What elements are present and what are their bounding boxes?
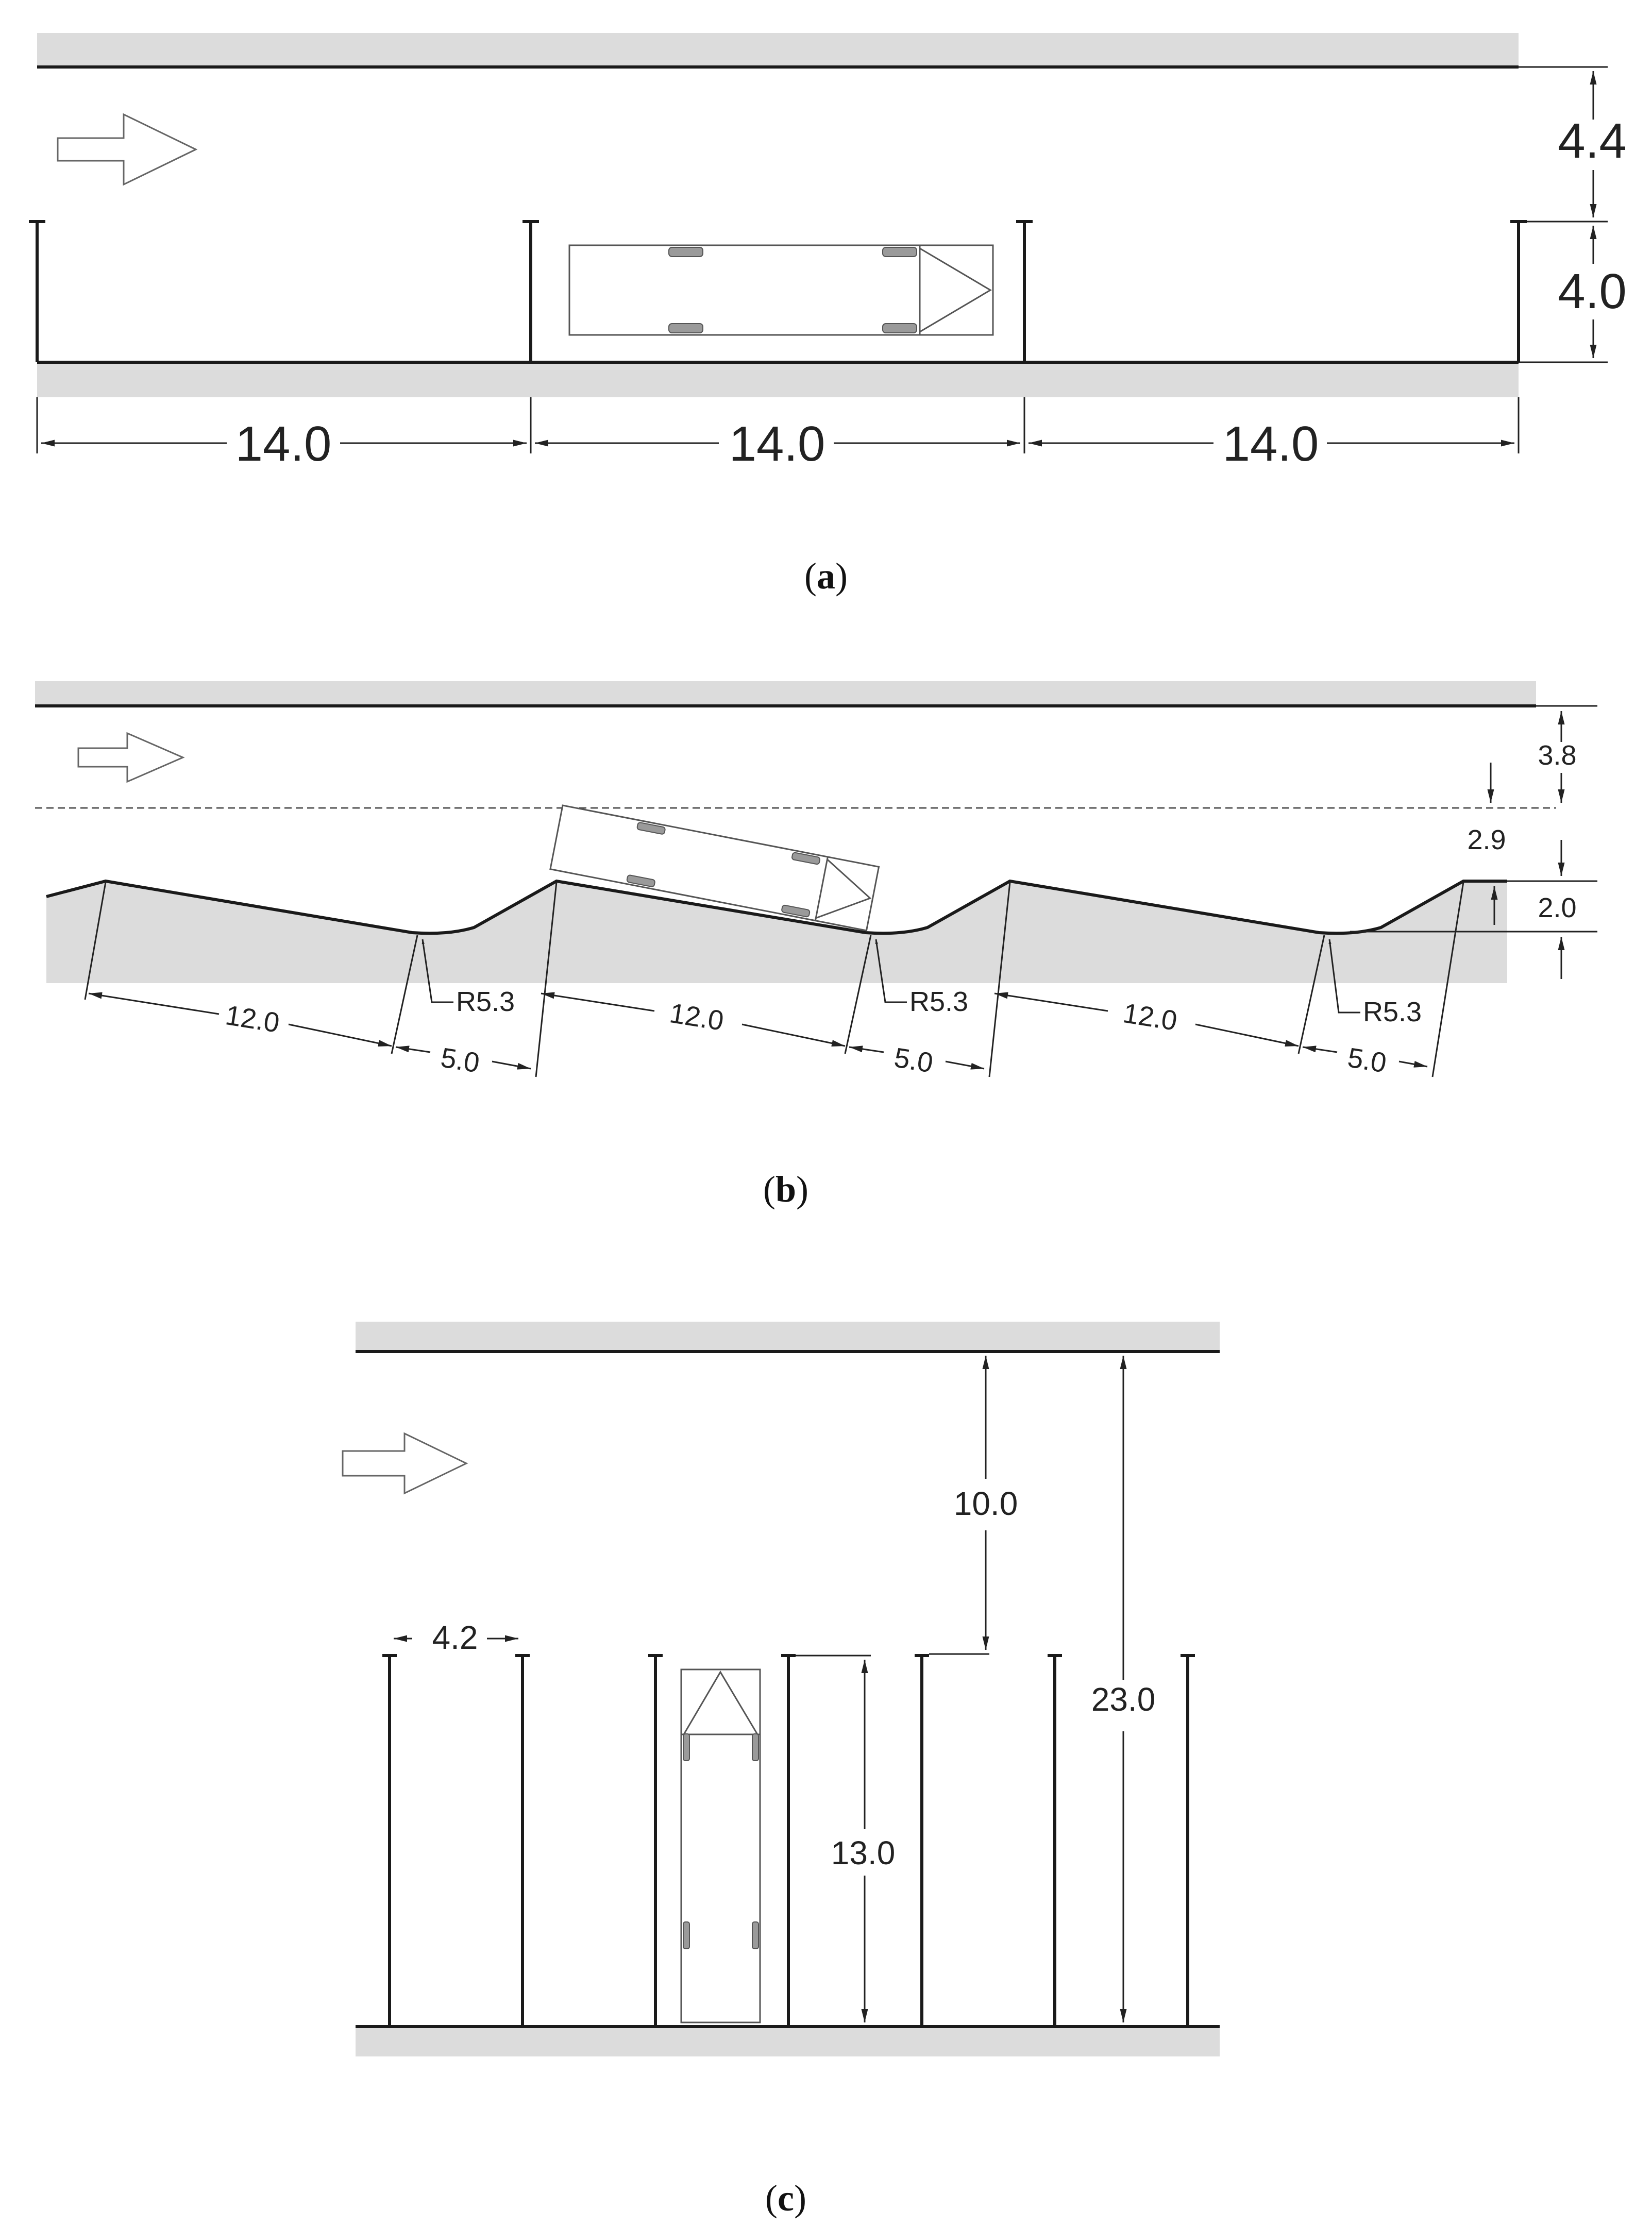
caption-a: (a): [804, 555, 848, 597]
top-wall-band: [37, 33, 1519, 67]
stall-width-label-2: 14.0: [729, 416, 825, 471]
aisle-width-label: 4.4: [1558, 113, 1627, 168]
stall-depth-label: 13.0: [831, 1834, 896, 1871]
panel-c: [343, 1322, 1220, 2219]
aisle-width-label: 10.0: [953, 1485, 1018, 1522]
stall-depth-label: 4.0: [1558, 264, 1627, 319]
flow-arrow-icon: [343, 1433, 466, 1493]
top-wall-band: [35, 681, 1536, 706]
stall-width-label: 4.2: [432, 1619, 478, 1656]
caption-b: (b): [763, 1169, 809, 1210]
long-label-1: 12.0: [223, 1000, 282, 1039]
stall-dividers: [382, 1656, 1195, 2027]
panel-a: [29, 33, 1627, 597]
short-label-1: 5.0: [439, 1042, 482, 1079]
total-width-label: 23.0: [1091, 1681, 1156, 1718]
offset-label: 2.9: [1467, 824, 1506, 855]
radius-label-3: R5.3: [1363, 997, 1422, 1027]
flow-arrow-icon: [58, 114, 196, 184]
long-label-3: 12.0: [1121, 998, 1179, 1037]
stall-width-label-1: 14.0: [235, 416, 332, 471]
flow-arrow-icon: [78, 733, 183, 782]
radius-label-1: R5.3: [456, 986, 515, 1017]
radius-label-2: R5.3: [909, 986, 969, 1017]
long-label-2: 12.0: [667, 998, 726, 1037]
aisle-width-label: 3.8: [1538, 740, 1577, 771]
short-label-2: 5.0: [892, 1042, 935, 1079]
step-label: 2.0: [1538, 892, 1577, 923]
caption-c: (c): [765, 2178, 806, 2219]
panel-b: [35, 681, 1597, 1210]
top-wall-band: [356, 1322, 1220, 1352]
ground-band: [37, 362, 1519, 397]
ground-band: [356, 2027, 1220, 2056]
stall-width-label-3: 14.0: [1222, 416, 1319, 471]
short-label-3: 5.0: [1345, 1042, 1389, 1079]
bus-icon: [569, 245, 993, 335]
bus-icon: [681, 1669, 760, 2022]
